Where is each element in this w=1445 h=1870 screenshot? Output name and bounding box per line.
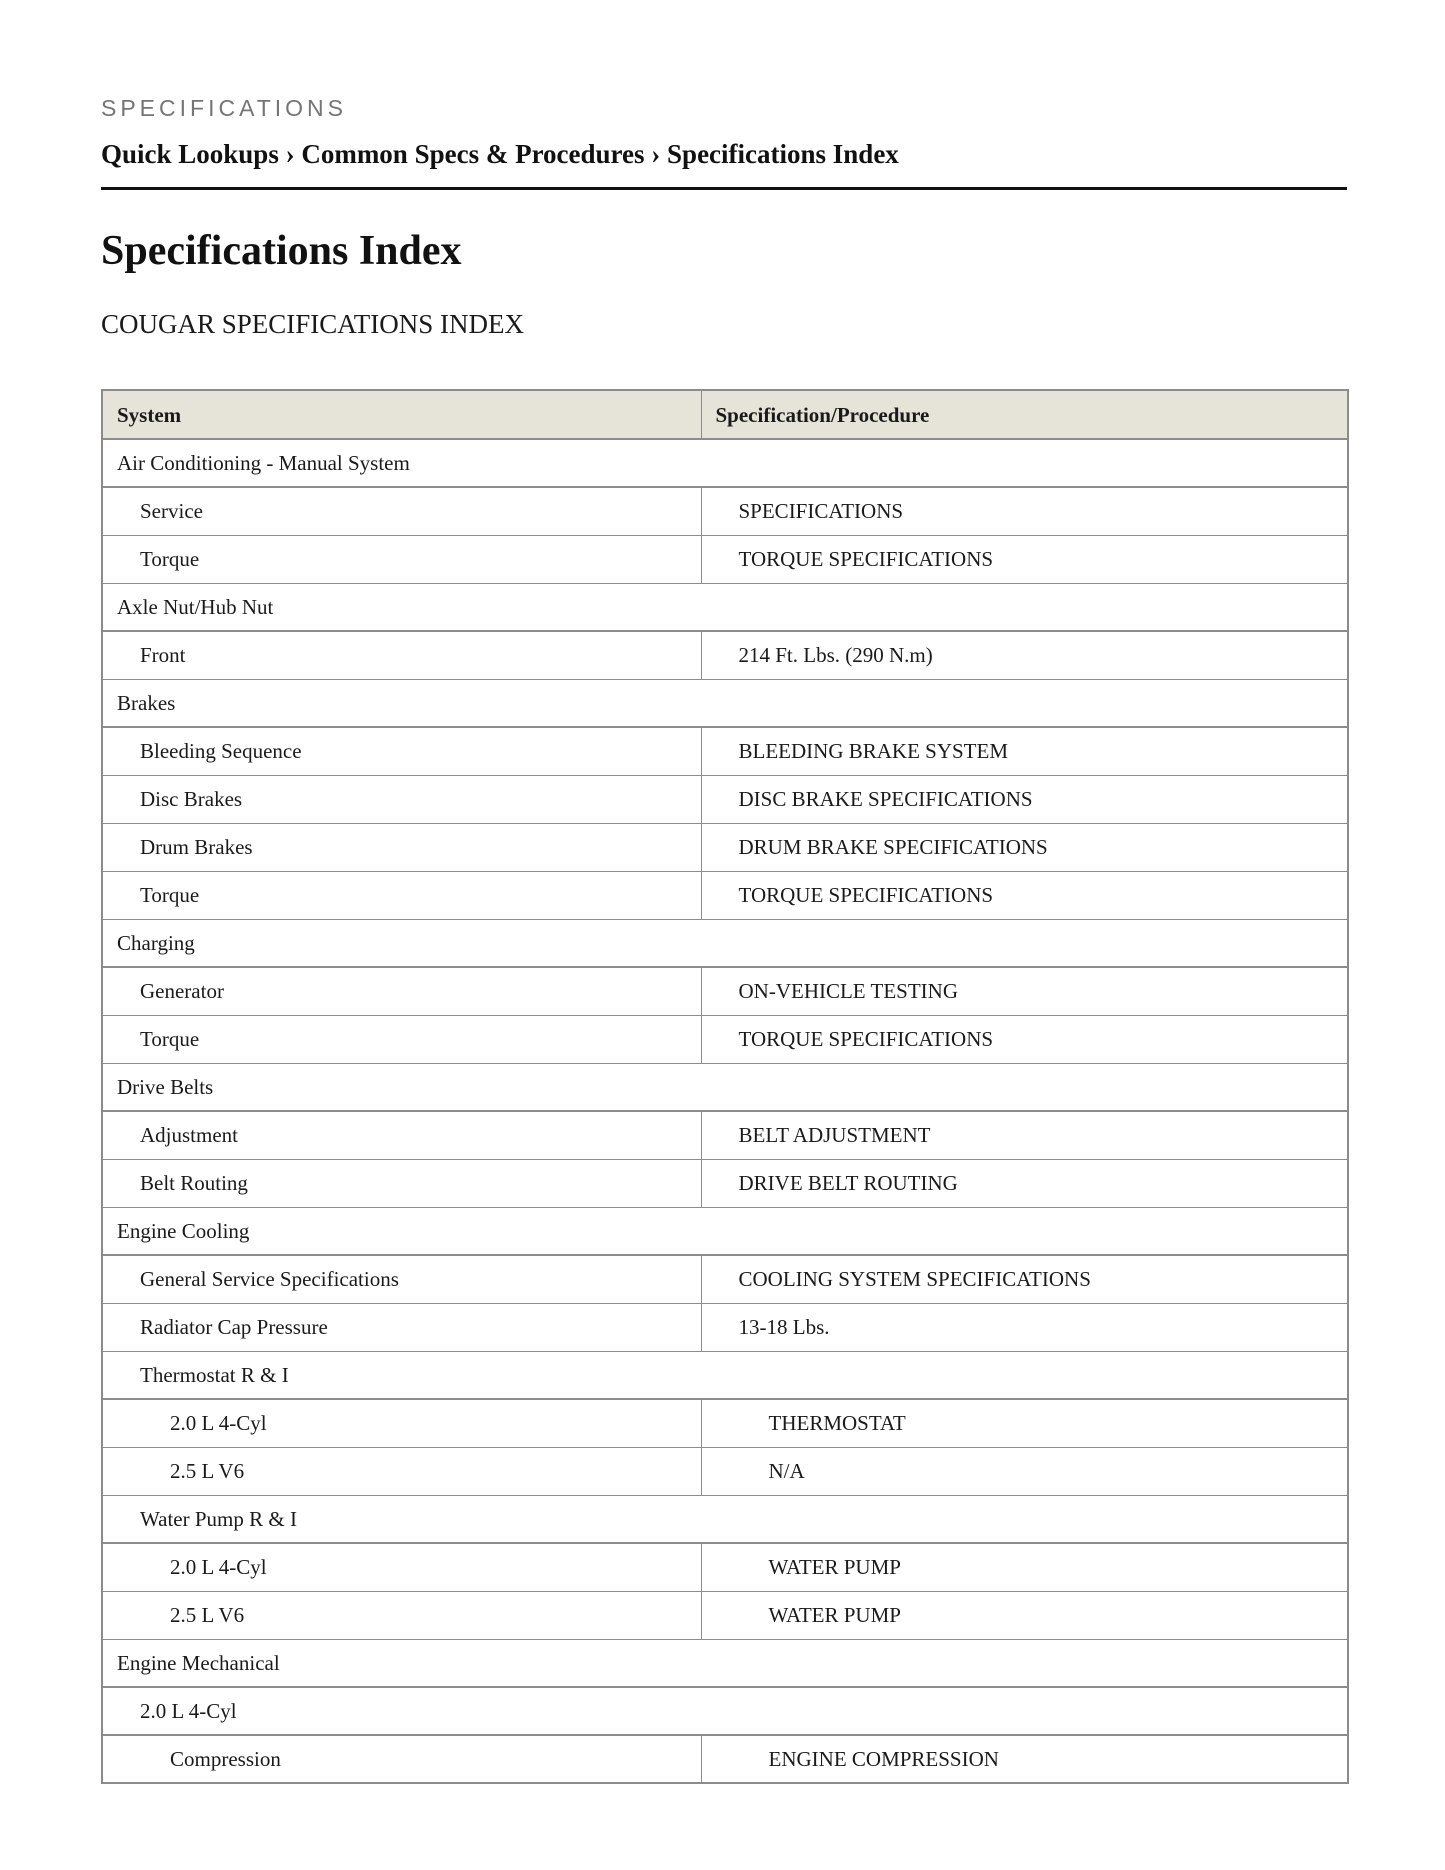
section-kicker: SPECIFICATIONS — [101, 95, 347, 121]
table-section-row — [102, 583, 1348, 631]
specification-cell: WATER PUMP — [701, 1543, 1348, 1591]
specification-cell: TORQUE SPECIFICATIONS — [701, 535, 1348, 583]
system-cell: Drum Brakes — [102, 823, 701, 871]
specification-cell: DRIVE BELT ROUTING — [701, 1159, 1348, 1207]
system-cell: 2.0 L 4-Cyl — [102, 1399, 701, 1447]
specification-cell: TORQUE SPECIFICATIONS — [701, 871, 1348, 919]
specification-cell: COOLING SYSTEM SPECIFICATIONS — [701, 1255, 1348, 1303]
system-cell: 2.5 L V6 — [102, 1591, 701, 1639]
system-cell: Generator — [102, 967, 701, 1015]
system-cell: Torque — [102, 871, 701, 919]
table-row — [102, 1255, 1348, 1303]
specification-cell: 13-18 Lbs. — [701, 1303, 1348, 1351]
system-cell: Torque — [102, 1015, 701, 1063]
specification-cell: 214 Ft. Lbs. (290 N.m) — [701, 631, 1348, 679]
column-header-system: System — [102, 390, 701, 439]
specification-cell: DRUM BRAKE SPECIFICATIONS — [701, 823, 1348, 871]
table-row — [102, 1015, 1348, 1063]
section-label: Axle Nut/Hub Nut — [102, 583, 1348, 631]
header-divider — [101, 187, 1347, 190]
table-row — [102, 535, 1348, 583]
table-row — [102, 1159, 1348, 1207]
table-section-row — [102, 1063, 1348, 1111]
section-label: Drive Belts — [102, 1063, 1348, 1111]
specification-cell: DISC BRAKE SPECIFICATIONS — [701, 775, 1348, 823]
table-body — [102, 439, 1348, 1783]
specification-cell: WATER PUMP — [701, 1591, 1348, 1639]
specification-cell: SPECIFICATIONS — [701, 487, 1348, 535]
table-row — [102, 1591, 1348, 1639]
system-cell: Bleeding Sequence — [102, 727, 701, 775]
section-label: Thermostat R & I — [102, 1351, 1348, 1399]
specification-cell: TORQUE SPECIFICATIONS — [701, 1015, 1348, 1063]
table-row — [102, 631, 1348, 679]
system-cell: Radiator Cap Pressure — [102, 1303, 701, 1351]
table-row — [102, 823, 1348, 871]
section-label: Engine Mechanical — [102, 1639, 1348, 1687]
system-cell: Belt Routing — [102, 1159, 701, 1207]
table-section-row — [102, 1495, 1348, 1543]
table-row — [102, 1111, 1348, 1159]
table-row — [102, 967, 1348, 1015]
system-cell: Adjustment — [102, 1111, 701, 1159]
table-row — [102, 1399, 1348, 1447]
specification-cell: ENGINE COMPRESSION — [701, 1735, 1348, 1783]
specification-cell: ON-VEHICLE TESTING — [701, 967, 1348, 1015]
system-cell: Disc Brakes — [102, 775, 701, 823]
breadcrumb: Quick Lookups › Common Specs & Procedures › Specifications Index — [101, 139, 899, 169]
table-section-row — [102, 919, 1348, 967]
section-label: 2.0 L 4-Cyl — [102, 1687, 1348, 1735]
column-header-specification: Specification/Procedure — [701, 390, 1348, 439]
page-subtitle: COUGAR SPECIFICATIONS INDEX — [101, 309, 525, 339]
specification-cell: THERMOSTAT — [701, 1399, 1348, 1447]
section-label: Charging — [102, 919, 1348, 967]
section-label: Air Conditioning - Manual System — [102, 439, 1348, 487]
table-row — [102, 727, 1348, 775]
specification-cell: BELT ADJUSTMENT — [701, 1111, 1348, 1159]
table-row — [102, 1447, 1348, 1495]
system-cell: Torque — [102, 535, 701, 583]
section-label: Engine Cooling — [102, 1207, 1348, 1255]
table-section-row — [102, 679, 1348, 727]
system-cell: 2.5 L V6 — [102, 1447, 701, 1495]
table-row — [102, 487, 1348, 535]
specification-cell: N/A — [701, 1447, 1348, 1495]
system-cell: 2.0 L 4-Cyl — [102, 1543, 701, 1591]
table-row — [102, 871, 1348, 919]
table-row — [102, 1543, 1348, 1591]
table-header-row — [102, 390, 1348, 439]
system-cell: Front — [102, 631, 701, 679]
table-section-row — [102, 1207, 1348, 1255]
page-title: Specifications Index — [101, 228, 462, 274]
table-section-row — [102, 1639, 1348, 1687]
table-section-row — [102, 1687, 1348, 1735]
specifications-table — [101, 389, 1349, 1784]
system-cell: Compression — [102, 1735, 701, 1783]
specification-cell: BLEEDING BRAKE SYSTEM — [701, 727, 1348, 775]
system-cell: General Service Specifications — [102, 1255, 701, 1303]
table-section-row — [102, 439, 1348, 487]
table-row — [102, 1735, 1348, 1783]
system-cell: Service — [102, 487, 701, 535]
table-row — [102, 775, 1348, 823]
section-label: Water Pump R & I — [102, 1495, 1348, 1543]
table-section-row — [102, 1351, 1348, 1399]
table-row — [102, 1303, 1348, 1351]
section-label: Brakes — [102, 679, 1348, 727]
